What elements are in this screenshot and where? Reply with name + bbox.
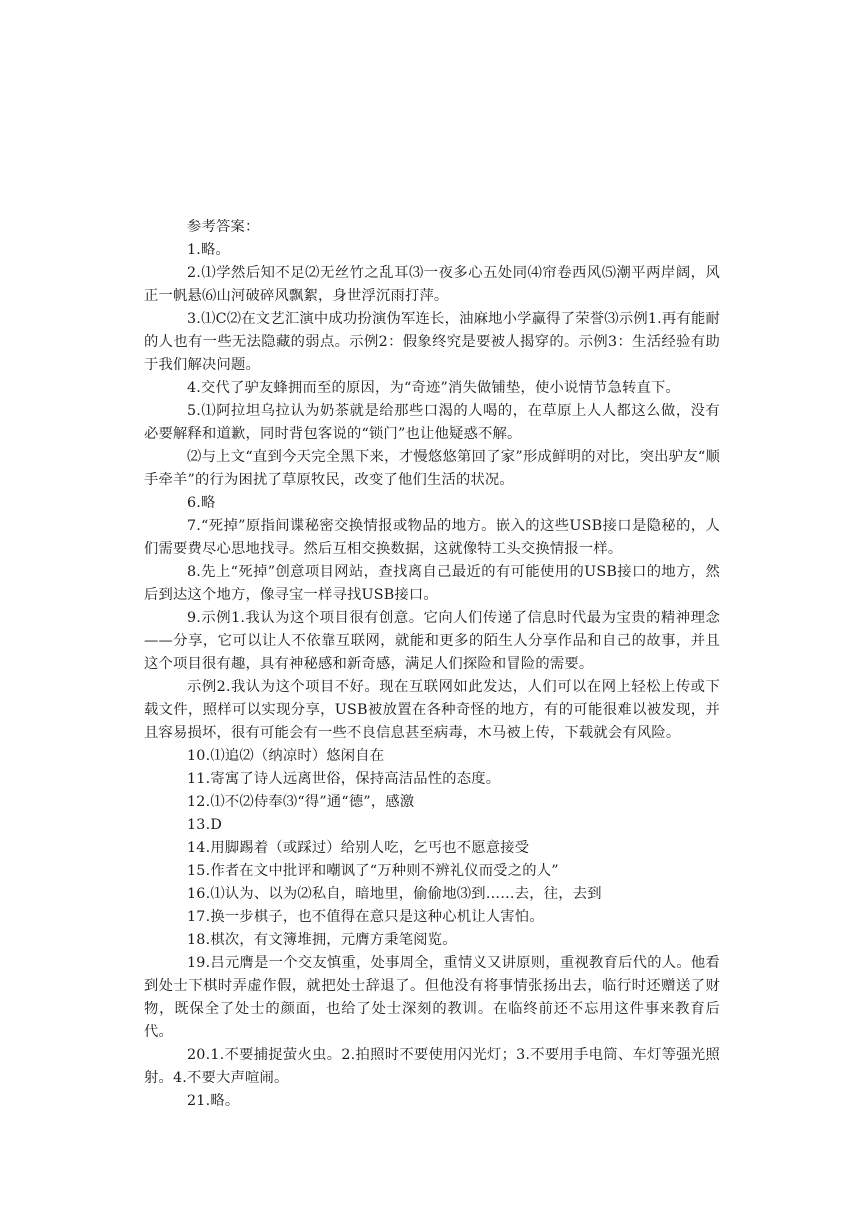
- answer-8: 8.先上“死掉”创意项目网站，查找离自己最近的有可能使用的USB接口的地方，然后到达这个地方，像寻宝一样寻找USB接口。: [144, 564, 720, 603]
- answer-4: 4.交代了驴友蜂拥而至的原因，为“奇迹”消失做铺垫，使小说情节急转直下。: [187, 380, 680, 396]
- answer-7: 7.“死掉”原指间谍秘密交换情报或物品的地方。嵌入的这些USB接口是隐秘的，人们需要费尽心思地找寻。然后互相交换数据，这就像特工头交换情报一样。: [144, 518, 720, 557]
- answer-17: 17.换一步棋子，也不值得在意只是这种心机让人害怕。: [187, 909, 544, 925]
- answer-5-part-1: 5.⑴阿拉坦乌拉认为奶茶就是给那些口渴的人喝的，在草原上人人都这么做，没有必要解释和道歉，同时背包客说的“锁门”也让他疑惑不解。: [144, 403, 720, 442]
- answer-16: 16.⑴认为、以为⑵私自，暗地里，偷偷地⑶到……去，往，去到: [187, 886, 602, 902]
- answer-9-example-2: 示例2.我认为这个项目不好。现在互联网如此发达，人们可以在网上轻松上传或下载文件，照样可以实现分享，USB被放置在各种奇怪的地方，有的可能很难以被发现，并且容易损坏，很有可能会有一些不良信息甚至病毒，木马被上传，下载就会有风险。: [144, 679, 720, 741]
- answer-key-heading: 参考答案：: [187, 219, 260, 235]
- answer-14: 14.用脚踢着（或踩过）给别人吃，乞丐也不愿意接受: [187, 840, 530, 856]
- answer-15: 15.作者在文中批评和嘲讽了“万种则不辨礼仪而受之的人”: [187, 863, 559, 879]
- answer-19: 19.吕元膺是一个交友慎重，处事周全，重情义又讲原则，重视教育后代的人。他看到处士下棋时弄虚作假，就把处士辞退了。但他没有将事情张扬出去，临行时还赠送了财物，既保全了处士的颜面，也给了处士深刻的教训。在临终前还不忘用这件事来教育后代。: [144, 955, 720, 1040]
- answer-21: 21.略。: [187, 1093, 240, 1109]
- answer-9-example-1: 9.示例1.我认为这个项目很有创意。它向人们传递了信息时代最为宝贵的精神理念——分享，它可以让人不依靠互联网，就能和更多的陌生人分享作品和自己的故事，并且这个项目很有趣，具有神秘感和新奇感，满足人们探险和冒险的需要。: [144, 610, 720, 672]
- answer-2: 2.⑴学然后知不足⑵无丝竹之乱耳⑶一夜多心五处同⑷帘卷西风⑸潮平两岸阔，风正一帆悬⑹山河破碎风飘絮，身世浮沉雨打萍。: [144, 265, 720, 304]
- answer-1: 1.略。: [187, 242, 231, 258]
- answer-5-part-2: ⑵与上文“直到今天完全黑下来，才慢悠悠第回了家”形成鲜明的对比，突出驴友“顺手牵羊”的行为困扰了草原牧民，改变了他们生活的状况。: [144, 449, 720, 488]
- answer-13: 13.D: [187, 817, 222, 833]
- answer-11: 11.寄寓了诗人远离世俗，保持高洁品性的态度。: [187, 771, 501, 787]
- answer-10: 10.⑴追⑵（纳凉时）悠闲自在: [187, 748, 385, 764]
- answer-3: 3.⑴C⑵在文艺汇演中成功扮演伪军连长，油麻地小学赢得了荣誉⑶示例1.再有能耐的人也有一些无法隐藏的弱点。示例2：假象终究是要被人揭穿的。示例3：生活经验有助于我们解决问题。: [144, 311, 720, 373]
- answer-12: 12.⑴不⑵侍奉⑶“得”通“德”，感激: [187, 794, 415, 810]
- answer-18: 18.棋次，有文簿堆拥，元膺方秉笔阅览。: [187, 932, 457, 948]
- answer-20: 20.1.不要捕捉萤火虫。2.拍照时不要使用闪光灯；3.不要用手电筒、车灯等强光照射。4.不要大声喧闹。: [144, 1047, 720, 1086]
- answer-6: 6.略: [187, 495, 216, 511]
- answer-key: [144, 216, 720, 1113]
